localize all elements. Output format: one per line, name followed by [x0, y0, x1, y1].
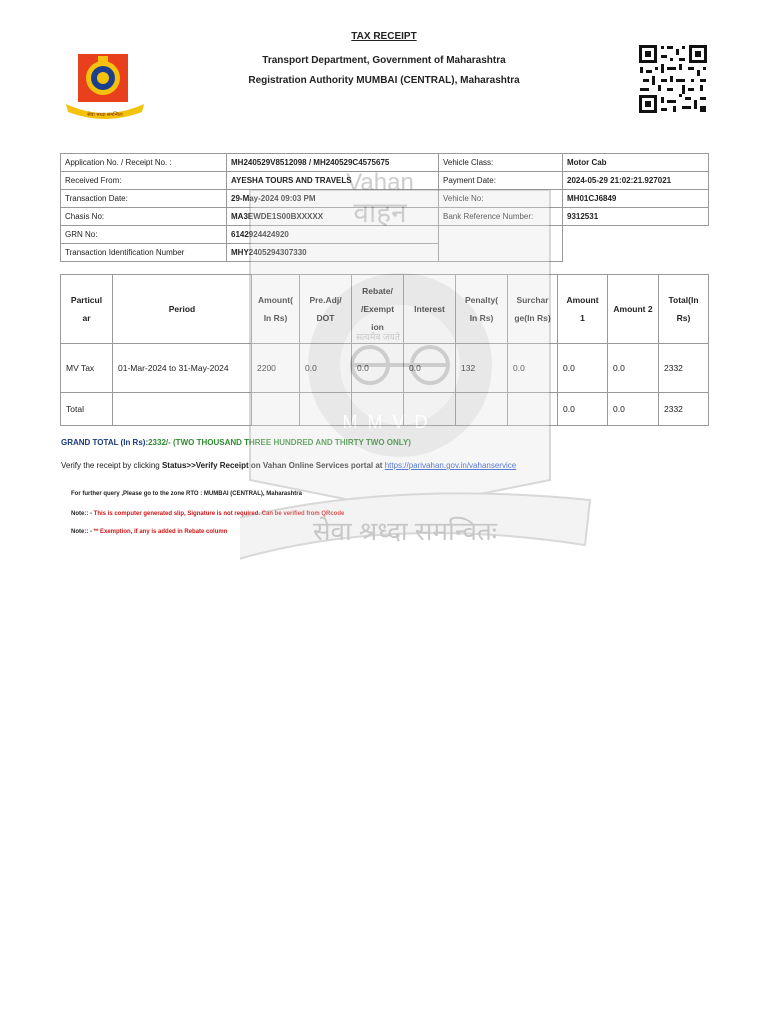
column-header: Total(In Rs)	[659, 275, 709, 344]
column-header: Amount( In Rs)	[252, 275, 300, 344]
chasis-label: Chasis No:	[61, 208, 227, 226]
table-cell	[404, 393, 456, 426]
maharashtra-transport-logo-icon	[62, 52, 148, 122]
column-header: Amount 2	[608, 275, 659, 344]
table-cell: MV Tax	[61, 344, 113, 393]
chasis-value: MA3EWDE1S00BXXXXX	[227, 208, 439, 226]
computer-generated-note	[71, 511, 344, 517]
grand-total-label: GRAND TOTAL (In Rs):	[61, 438, 149, 447]
column-header: Pre.Adj/ DOT	[300, 275, 352, 344]
watermark-motto: सेवा श्रध्दा समन्वितः	[312, 516, 498, 546]
application-label: Application No. / Receipt No. :	[61, 154, 227, 172]
table-cell	[508, 393, 558, 426]
qr-code-icon	[638, 44, 708, 114]
column-header: Interest	[404, 275, 456, 344]
receipt-info-table	[60, 153, 709, 262]
authority-title: Registration Authority MUMBAI (CENTRAL), Maharashtra	[248, 75, 520, 86]
table-cell: 0.0	[404, 344, 456, 393]
table-cell: Total	[61, 393, 113, 426]
column-header: Amount 1	[558, 275, 608, 344]
verify-instructions	[61, 461, 516, 470]
payment-date-value: 2024-05-29 21:02:21.927021	[563, 172, 709, 190]
watermark-vahan-hindi: वाहन	[353, 197, 407, 228]
note-label: Note:: -	[71, 511, 94, 517]
note-text: This is computer generated slip, Signature is not required. Can be verified from QRcode	[93, 511, 345, 517]
grn-value: 6142924424920	[227, 226, 439, 244]
table-cell	[352, 393, 404, 426]
table-cell	[113, 393, 252, 426]
empty-cell	[439, 226, 563, 262]
info-row	[61, 190, 709, 208]
bank-ref-label: Bank Reference Number:	[439, 208, 563, 226]
table-cell: 2332	[659, 393, 709, 426]
receipt-title: TAX RECEIPT	[351, 31, 417, 42]
exemption-note	[71, 529, 227, 535]
tax-details-table	[60, 274, 709, 426]
table-row	[61, 344, 709, 393]
txn-id-value: MHY2405294307330	[227, 244, 439, 262]
vehicle-class-value: Motor Cab	[563, 154, 709, 172]
table-cell	[252, 393, 300, 426]
table-cell: 0.0	[608, 393, 659, 426]
watermark-letters: MMVD	[342, 412, 438, 432]
tax-header-row	[61, 275, 709, 344]
table-row	[61, 393, 709, 426]
vahan-service-link[interactable]: https://parivahan.gov.in/vahanservice	[384, 461, 517, 470]
verify-prefix: Verify the receipt by clicking	[61, 461, 162, 470]
vehicle-no-value: MH01CJ6849	[563, 190, 709, 208]
table-cell: 0.0	[608, 344, 659, 393]
note-text: ** Exemption, if any is added in Rebate column	[93, 529, 228, 535]
application-value: MH240529V8512098 / MH240529C4575675	[227, 154, 439, 172]
note-label: Note:: -	[71, 529, 94, 535]
table-cell: 01-Mar-2024 to 31-May-2024	[113, 344, 252, 393]
txn-id-label: Transaction Identification Number	[61, 244, 227, 262]
column-header: Surchar ge(In Rs)	[508, 275, 558, 344]
table-cell: 0.0	[300, 344, 352, 393]
grand-total	[61, 438, 411, 447]
received-from-value: AYESHA TOURS AND TRAVELS	[227, 172, 439, 190]
table-cell: 0.0	[508, 344, 558, 393]
watermark-emblem-text: सत्यमेव जयते	[356, 332, 400, 342]
table-cell: 132	[456, 344, 508, 393]
info-row	[61, 154, 709, 172]
table-cell: 0.0	[558, 393, 608, 426]
column-header: Rebate/ /Exempt ion	[352, 275, 404, 344]
query-note: For further query ,Please go to the zone RTO : MUMBAI (CENTRAL), Maharashtra	[71, 491, 302, 497]
table-cell: 2332	[659, 344, 709, 393]
empty-cell	[563, 226, 709, 262]
column-header: Period	[113, 275, 252, 344]
received-from-label: Received From:	[61, 172, 227, 190]
payment-date-label: Payment Date:	[439, 172, 563, 190]
vehicle-no-label: Vehicle No:	[439, 190, 563, 208]
transaction-date-label: Transaction Date:	[61, 190, 227, 208]
verify-middle: >>Verify Receipt on Vahan Online Services portal at	[186, 461, 385, 470]
bank-ref-value: 9312531	[563, 208, 709, 226]
logo-motto: सेवा श्रध्दा समन्वितः	[87, 112, 123, 118]
grn-label: GRN No:	[61, 226, 227, 244]
table-cell: 2200	[252, 344, 300, 393]
verify-status: Status	[161, 461, 187, 470]
grand-total-value: 2332/- (TWO THOUSAND THREE HUNDRED AND THIRTY TWO ONLY)	[148, 438, 411, 447]
info-row	[61, 208, 709, 226]
table-cell: 0.0	[558, 344, 608, 393]
info-row	[61, 226, 709, 244]
vehicle-class-label: Vehicle Class:	[439, 154, 563, 172]
transaction-date-value: 29-May-2024 09:03 PM	[227, 190, 439, 208]
info-row	[61, 172, 709, 190]
table-cell: 0.0	[352, 344, 404, 393]
department-title: Transport Department, Government of Maharashtra	[262, 55, 506, 66]
table-cell	[456, 393, 508, 426]
column-header: Penalty( In Rs)	[456, 275, 508, 344]
table-cell	[300, 393, 352, 426]
column-header: Particul ar	[61, 275, 113, 344]
watermark-vahan: Vahan	[346, 169, 414, 196]
